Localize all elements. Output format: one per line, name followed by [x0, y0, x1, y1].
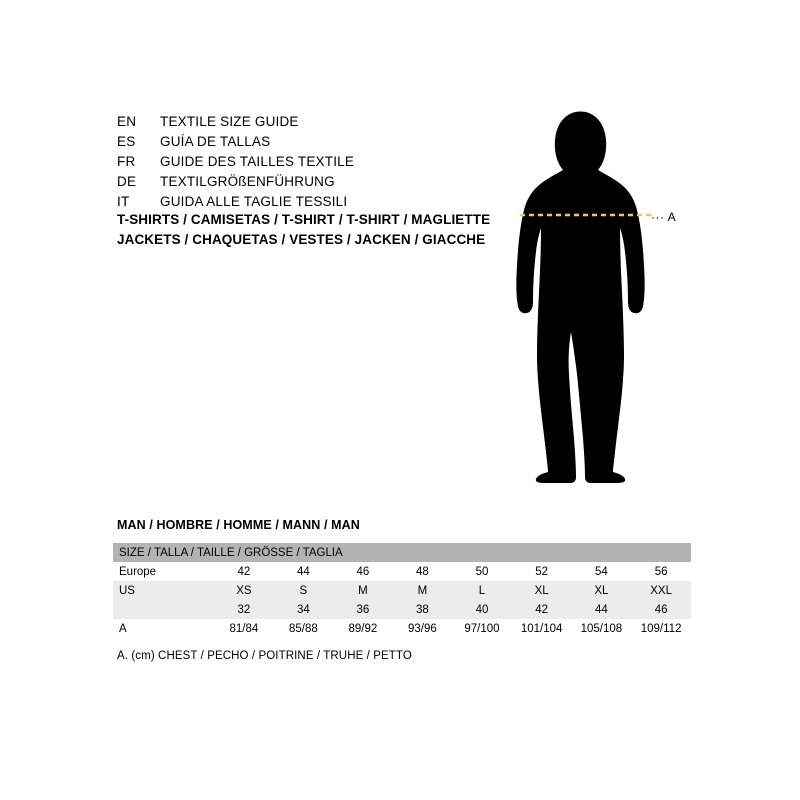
garment-type-list: [117, 210, 547, 250]
language-row-en: [117, 112, 497, 132]
cell-europe-5: 52: [535, 565, 549, 578]
language-text-es: GUÍA DE TALLAS: [160, 134, 271, 149]
cell-usnum-4: 40: [475, 603, 489, 616]
cell-a-2: 89/92: [348, 622, 378, 635]
cell-europe-1: 44: [296, 565, 310, 578]
cell-europe-0: 42: [237, 565, 251, 578]
language-code-de: DE: [117, 174, 137, 189]
cell-a-3: 93/96: [408, 622, 437, 635]
cell-a-0: 81/84: [229, 622, 259, 635]
table-row: [113, 619, 691, 638]
language-row-it: [117, 192, 497, 212]
chest-measure-label: [651, 210, 676, 224]
language-text-fr: GUIDE DES TAILLES TEXTILE: [160, 154, 355, 169]
table-row: [113, 600, 691, 619]
language-text-de: TEXTILGRÖßENFÜHRUNG: [160, 174, 335, 189]
measure-dots: ···: [651, 210, 665, 224]
silhouette-icon: [500, 100, 700, 495]
language-text-en: TEXTILE SIZE GUIDE: [160, 114, 299, 129]
table-row: [113, 562, 691, 581]
cell-us-6: XL: [594, 584, 609, 597]
cell-a-6: 105/108: [580, 622, 623, 635]
cell-usnum-7: 46: [654, 603, 668, 616]
cell-europe-4: 50: [475, 565, 489, 578]
cell-a-7: 109/112: [640, 622, 682, 635]
size-table: [113, 543, 691, 638]
garment-line-jackets: JACKETS / CHAQUETAS / VESTES / JACKEN / GIACCHE: [117, 232, 486, 247]
row-label-europe: Europe: [119, 565, 157, 578]
table-header-label: SIZE / TALLA / TAILLE / GRÖSSE / TAGLIA: [119, 546, 343, 559]
cell-europe-6: 54: [594, 565, 608, 578]
language-code-es: ES: [117, 134, 136, 149]
table-title: MAN / HOMBRE / HOMME / MANN / MAN: [117, 518, 360, 532]
cell-europe-7: 56: [654, 565, 668, 578]
cell-us-3: M: [417, 584, 428, 597]
cell-europe-2: 46: [356, 565, 370, 578]
male-silhouette-figure: [500, 100, 700, 490]
cell-usnum-3: 38: [416, 603, 429, 616]
language-text-it: GUIDA ALLE TAGLIE TESSILI: [160, 194, 348, 209]
cell-us-7: XXL: [650, 584, 672, 597]
language-code-it: IT: [117, 194, 130, 209]
cell-usnum-1: 34: [296, 603, 310, 616]
table-footnote: A. (cm) CHEST / PECHO / POITRINE / TRUHE / PETTO: [117, 650, 412, 662]
cell-usnum-6: 44: [594, 603, 608, 616]
table-row: [113, 581, 691, 600]
language-code-en: EN: [117, 114, 137, 129]
cell-us-2: M: [358, 584, 368, 597]
cell-a-5: 101/104: [520, 622, 563, 635]
cell-usnum-2: 36: [356, 603, 370, 616]
cell-a-4: 97/100: [464, 622, 500, 635]
cell-usnum-0: 32: [237, 603, 251, 616]
cell-us-4: L: [478, 584, 486, 597]
language-list: [117, 112, 497, 212]
language-row-fr: [117, 152, 497, 172]
row-label-us: US: [119, 584, 135, 597]
language-row-de: [117, 172, 497, 192]
row-label-us-numeric: [113, 600, 214, 619]
cell-europe-3: 48: [416, 565, 429, 578]
cell-us-1: S: [299, 584, 308, 597]
language-code-fr: FR: [117, 154, 136, 169]
cell-us-5: XL: [534, 584, 549, 597]
table-header-row: [113, 543, 691, 562]
measure-letter: A: [667, 210, 677, 224]
cell-a-1: 85/88: [288, 622, 318, 635]
garment-line-tshirts: T-SHIRTS / CAMISETAS / T-SHIRT / T-SHIRT / MAGLIETTE: [117, 212, 491, 227]
row-label-a: A: [119, 622, 127, 635]
language-row-es: [117, 132, 497, 152]
cell-usnum-5: 42: [535, 603, 549, 616]
cell-us-0: XS: [236, 584, 252, 597]
